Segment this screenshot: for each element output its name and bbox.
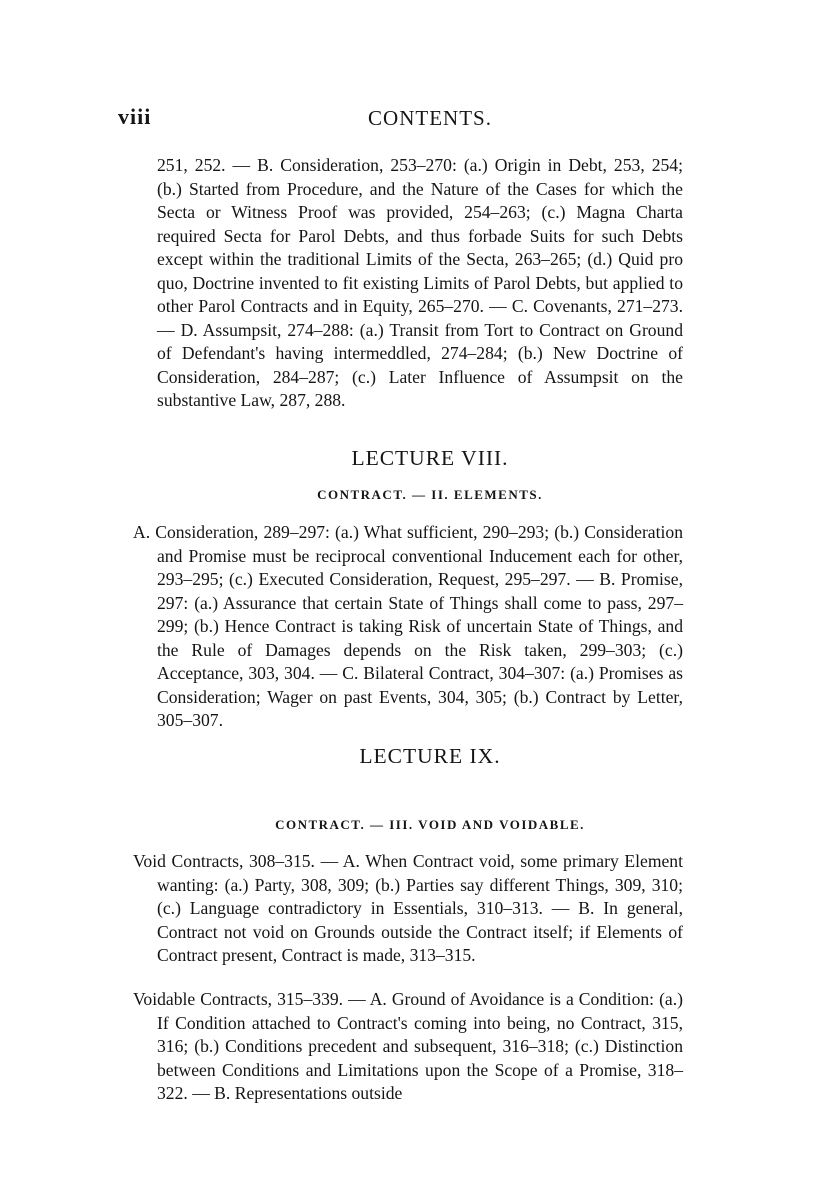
page-number: viii [118,104,152,129]
lecture-9-heading: LECTURE IX. [359,744,501,768]
lecture-8-heading: LECTURE VIII. [351,446,509,470]
running-head: CONTENTS. [368,106,492,130]
voidable-contracts-entry: Voidable Contracts, 315–339. — A. Ground of Avoidance is a Condition: (a.) If Condition attached to Contract's coming into being, no Contract, 315, 316; (b.) Conditions precedent and subsequent, 316–318; (c.) Distinction between Conditions and Limitations upon the Scope of a Promise, 318–322. — B. Representations outside [133,989,683,1103]
lecture-8-subheading: CONTRACT. — II. ELEMENTS. [317,487,543,502]
contents-paragraph-continuation: 251, 252. — B. Consideration, 253–270: (a.) Origin in Debt, 253, 254; (b.) Started from Procedure, and the Nature of the Cases for which the Secta or Witness Proof was provided, 254–263; (c.) Magna Charta required Secta for Parol Debts, and thus forbade Suits for such Debts except within the traditional Limits of the Secta, 263–265; (d.) Quid pro quo, Doctrine invented to fit existing Limits of Parol Debts, but applied to other Parol Contracts and in Equity, 265–270. — C. Covenants, 271–273. — D. Assumpsit, 274–288: (a.) Transit from Tort to Contract on Ground of Defendant's having intermeddled, 274–284; (b.) New Doctrine of Consideration, 284–287; (c.) Later Influence of Assumpsit on the substantive Law, 287, 288. [157,155,683,410]
lecture-8-contents: A. Consideration, 289–297: (a.) What sufficient, 290–293; (b.) Consideration and Promise must be reciprocal conventional Inducement each for other, 293–295; (c.) Executed Consideration, Request, 295–297. — B. Promise, 297: (a.) Assurance that certain State of Things shall come to pass, 297–299; (b.) Hence Contract is taking Risk of uncertain State of Things, and the Rule of Damages depends on the Risk taken, 299–303; (c.) Acceptance, 303, 304. — C. Bilateral Contract, 304–307: (a.) Promises as Consideration; Wager on past Events, 304, 305; (b.) Contract by Letter, 305–307. [133,522,683,730]
lecture-9-subheading: CONTRACT. — III. VOID AND VOIDABLE. [275,817,585,832]
void-contracts-entry: Void Contracts, 308–315. — A. When Contract void, some primary Element wanting: (a.) Party, 308, 309; (b.) Parties say different Things, 309, 310; (c.) Language contradictory in Essentials, 310–313. — B. In general, Contract not void on Grounds outside the Contract itself; if Elements of Contract present, Contract is made, 313–315. [133,851,683,965]
